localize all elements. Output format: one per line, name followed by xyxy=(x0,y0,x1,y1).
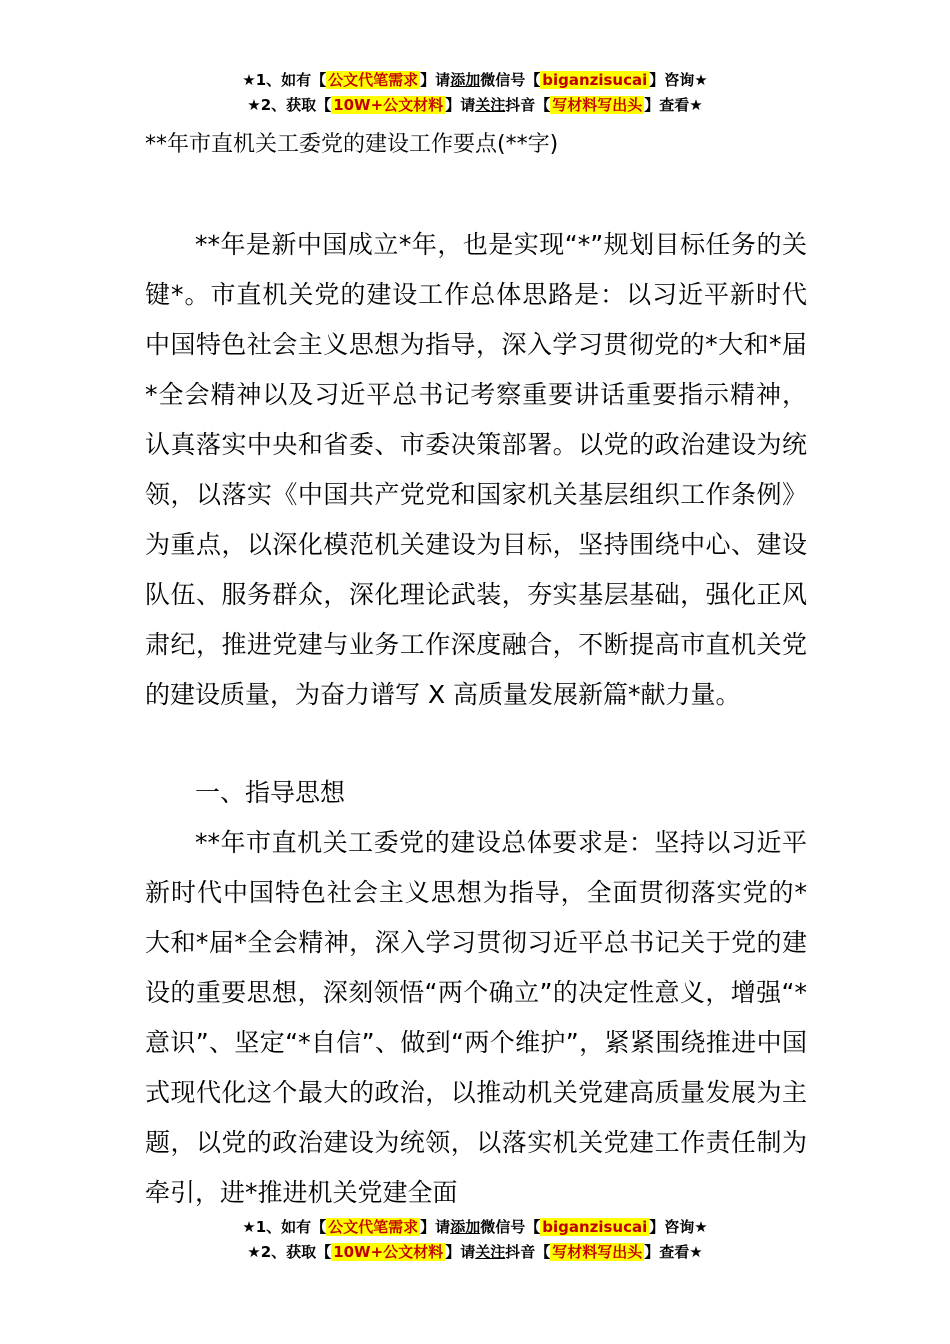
promo-text: 】请 xyxy=(445,1243,476,1261)
promo-text: 】查看★ xyxy=(644,96,703,114)
promo-text: 】查看★ xyxy=(644,1243,703,1261)
promo-text: ★2、获取【 xyxy=(247,96,332,114)
promo-text: ★1、如有【 xyxy=(242,71,327,89)
promo-line-1 xyxy=(0,1215,950,1240)
promo-text: 微信号【 xyxy=(480,1218,541,1236)
promo-text: 】请 xyxy=(445,96,476,114)
promo-highlight: 10W+公文材料 xyxy=(333,96,444,114)
promo-highlight: 写材料写出头 xyxy=(552,1243,643,1261)
promo-emphasis: 添加 xyxy=(450,1218,481,1236)
promo-highlight: biganzisucai xyxy=(542,71,648,89)
promo-line-1 xyxy=(0,68,950,93)
promo-emphasis: 关注 xyxy=(475,96,506,114)
promo-banner-top xyxy=(0,68,950,118)
promo-text: 】请 xyxy=(420,71,451,89)
promo-banner-bottom xyxy=(0,1215,950,1265)
promo-text: 】咨询★ xyxy=(649,1218,708,1236)
promo-emphasis: 添加 xyxy=(450,71,481,89)
promo-emphasis: 关注 xyxy=(475,1243,506,1261)
promo-text: ★2、获取【 xyxy=(247,1243,332,1261)
promo-line-2 xyxy=(0,93,950,118)
promo-text: 】请 xyxy=(420,1218,451,1236)
body-paragraph: **年市直机关工委党的建设总体要求是：坚持以习近平新时代中国特色社会主义思想为指导，全面贯彻落实党的*大和*届*全会精神，深入学习贯彻习近平总书记关于党的建设的重要思想，深刻领悟“两个确立”的决定性意义，增强“*意识”、坚定“*自信”、做到“两个维护”，紧紧围绕推进中国式现代化这个最大的政治，以推动机关党建高质量发展为主题，以党的政治建设为统领，以落实机关党建工作责任制为牵引，进*推进机关党建全面 xyxy=(145,828,807,1207)
promo-text: ★1、如有【 xyxy=(242,1218,327,1236)
promo-text: 微信号【 xyxy=(480,71,541,89)
promo-highlight: 公文代笔需求 xyxy=(328,1218,419,1236)
promo-highlight: 公文代笔需求 xyxy=(328,71,419,89)
promo-line-2 xyxy=(0,1240,950,1265)
section-heading: 一、指导思想 xyxy=(195,778,346,807)
promo-text: 抖音【 xyxy=(505,96,551,114)
promo-text: 】咨询★ xyxy=(649,71,708,89)
body-paragraph: **年是新中国成立*年，也是实现“*”规划目标任务的关键*。市直机关党的建设工作总体思路是：以习近平新时代中国特色社会主义思想为指导，深入学习贯彻党的*大和*届*全会精神以及习近平总书记考察重要讲话重要指示精神，认真落实中央和省委、市委决策部署。以党的政治建设为统领，以落实《中国共产党党和国家机关基层组织工作条例》为重点，以深化模范机关建设为目标，坚持围绕中心、建设队伍、服务群众，深化理论武装，夯实基层基础，强化正风肃纪，推进党建与业务工作深度融合，不断提高市直机关党的建设质量，为奋力谱写 X 高质量发展新篇*献力量。 xyxy=(145,230,807,709)
promo-highlight: biganzisucai xyxy=(542,1218,648,1236)
promo-highlight: 10W+公文材料 xyxy=(333,1243,444,1261)
document-title: **年市直机关工委党的建设工作要点(**字) xyxy=(145,132,559,157)
promo-highlight: 写材料写出头 xyxy=(552,96,643,114)
promo-text: 抖音【 xyxy=(505,1243,551,1261)
